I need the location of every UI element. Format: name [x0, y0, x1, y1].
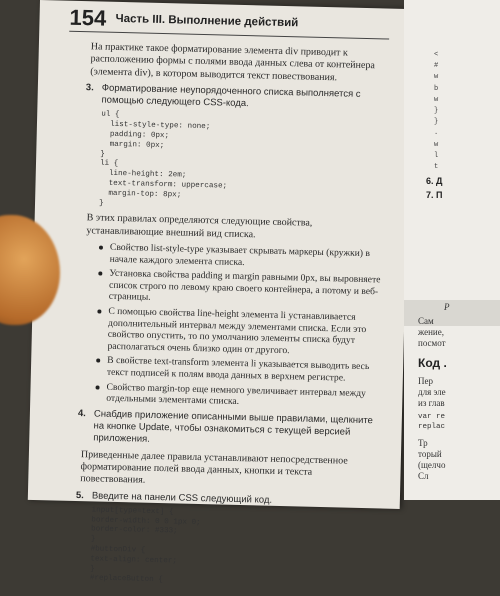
step-3-number: 3. — [85, 82, 94, 94]
facing-code: var re replac — [418, 413, 446, 431]
code-block-css-input: input[type=text] { border-width: 0 0 1px 0; border-color: #333; } #buttonDiv { text-align: center; } #replaceButton { — [89, 506, 201, 585]
facing-heading: Код . — [418, 356, 447, 370]
step-5-text: Введите на панели CSS следующий код. — [91, 489, 273, 506]
step-4-number: 4. — [77, 407, 86, 420]
facing-page — [404, 0, 500, 500]
facing-step-7: 7. П — [426, 190, 443, 200]
intro-paragraph: На практике такое форматирование элемента div приводит к расположению формы с полями ввода данных слева от контейнера (элемента div), в котором выводится текст повествования. — [90, 41, 375, 83]
code-block-css-list: ul { list-style-type: none; padding: 0px; margin: 0px; } li { line-height: 2em; text-transform: uppercase; margin-top: 8px; } — [98, 111, 228, 208]
facing-figure-caption: Р — [444, 302, 450, 312]
facing-step-6: 6. Д — [426, 176, 443, 186]
list-item: С помощью свойства line-height элемента li устанавливается дополнительный интервал между элементами списка. Если это свойство опустить, то по умолчанию элементы списка будут располагаться очень близко один от другого. — [95, 305, 380, 358]
page-header-title: Часть III. Выполнение действий — [115, 12, 299, 30]
list-item: Свойство list-style-type указывает скрывать маркеры (кружки) в начале каждого элемента списка. — [98, 242, 382, 272]
facing-paragraph: Сам жение, посмот — [418, 316, 446, 348]
rules-intro-paragraph: В этих правилах определяются следующие свойства, устанавливающие внешний вид списка. — [86, 212, 313, 241]
page-number: 154 — [69, 4, 107, 31]
step-3-text: Форматирование неупорядоченного списка выполняется с помощью следующего CSS-кода. — [101, 82, 361, 110]
facing-page-code: < # w b w } } . w l t — [434, 51, 439, 172]
book-page — [28, 0, 412, 585]
list-item: Установка свойства padding и margin равными 0px, вы выровняете список строго по левому краю своего контейнера, а потому и веб-страницы. — [97, 268, 382, 310]
step-4-followup: Приведенные далее правила устанавливают непосредственное форматирование полей ввода данных, кнопки и текста повествования. — [80, 448, 348, 486]
page-header — [69, 4, 390, 40]
facing-body-text: Пер для эле из глав — [418, 376, 446, 408]
list-item: В свойстве text-transform элемента li указывается выводить весь текст подписей к полям ввода данных в верхнем регистре. — [95, 355, 379, 385]
step-4-text: Снабдив приложение описанными выше правилами, щелкните на кнопке Update, чтобы ознакомиться с текущей версией приложения. — [93, 408, 374, 446]
page-body — [75, 41, 387, 595]
list-item: Свойство margin-top еще немного увеличивает интервал между отдельными элементами списка. — [94, 381, 378, 411]
facing-tail-text: Тр торый (щелчо Сл — [418, 438, 446, 481]
step-5-number: 5. — [75, 489, 84, 501]
properties-list — [94, 242, 382, 412]
step-4 — [77, 407, 378, 452]
step-3 — [85, 82, 386, 114]
